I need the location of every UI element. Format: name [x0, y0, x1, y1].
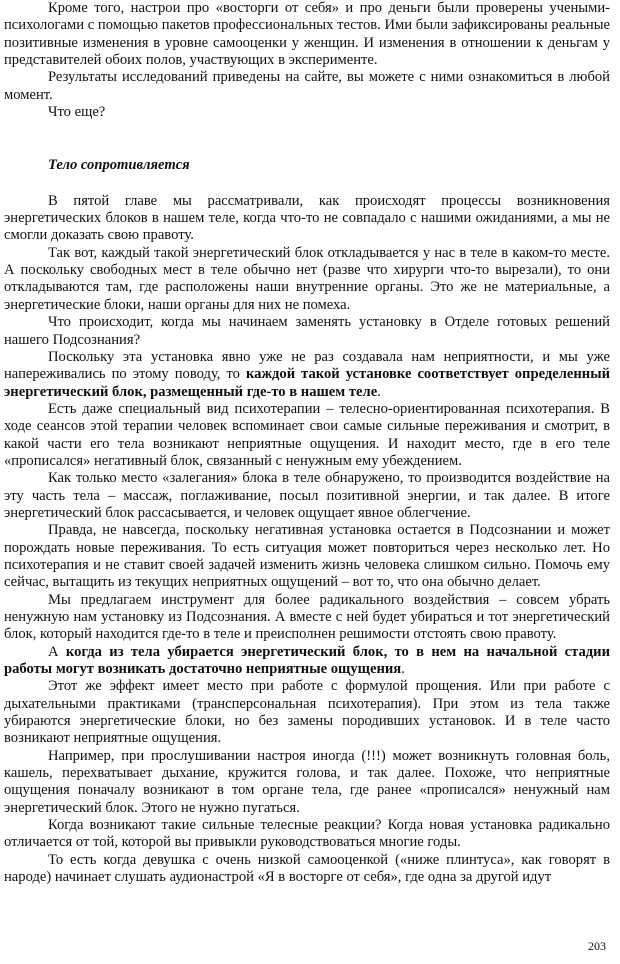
paragraph-with-emphasis: [4, 644, 610, 679]
paragraph: То есть когда девушка с очень низкой самооценкой («ниже плинтуса», как говорят в народе) начинает слушать аудионастрой «Я в восторге от себя», где одна за другой идут: [4, 851, 610, 886]
paragraph: В пятой главе мы рассматривали, как происходят процессы возникновения энергетических блоков в нашем теле, когда что-то не совпадало с нашими ожиданиями, а мы не смогли доказать свою правоту.: [4, 192, 610, 244]
text-run: .: [401, 661, 405, 678]
page-number: 203: [588, 939, 606, 953]
text-run: .: [377, 383, 381, 400]
paragraph-with-emphasis: [4, 349, 610, 401]
paragraph: Так вот, каждый такой энергетический блок откладывается у нас в теле в каком-то месте. А поскольку свободных мест в теле обычно нет (разве что хирурги что-то вырезали), то они откладываются там, где расположены наши внутренние органы. Это же не материальные, а энергетические блоки, наши органы для них не помеха.: [4, 244, 610, 313]
paragraph: Например, при прослушивании настроя иногда (!!!) может возникнуть головная боль, кашель, перехватывает дыхание, кружится голова, и так далее. Похоже, что неприятные ощущения поначалу возникают в том органе тела, где ранее «прописался» ненужный нам энергетический блок. Этого не нужно пугаться.: [4, 747, 610, 816]
section-heading: Тело сопротивляется: [48, 157, 190, 174]
paragraph: Правда, не навсегда, поскольку негативная установка остается в Подсознании и может порождать новые переживания. То есть ситуация может повториться через несколько лет. Но психотерапия и не ставит своей задачей изменить жизнь человека слишком сильно. Помочь ему сейчас, вытащить из текущих неприятных ощущений – вот то, что она обычно делает.: [4, 522, 610, 591]
paragraph: Кроме того, настрои про «восторги от себя» и про деньги были проверены учеными-психологами с помощью пакетов профессиональных тестов. Ими были зафиксированы реальные позитивные изменения в уровне самооценки у женщин. И изменения в отношении к деньгам у представителей обоих полов, участвующих в эксперименте.: [4, 0, 610, 69]
blank-space: [4, 121, 610, 157]
bold-text-run: когда из тела убирается энергетический блок, то в нем на начальной стадии работы могут возникать достаточно неприятные ощущения: [4, 643, 610, 678]
paragraph: Как только место «залегания» блока в теле обнаружено, то производится воздействие на эту часть тела – массаж, поглаживание, посыл позитивной энергии, и так далее. В итоге энергетический блок рассасывается, и человек ощущает явное облегчение.: [4, 470, 610, 521]
bold-text-run: каждой такой установке соответствует определенный энергетический блок, размещенный где-то в нашем теле: [4, 366, 610, 400]
paragraph: Этот же эффект имеет место при работе с формулой прощения. Или при работе с дыхательными практиками (трансперсональная психотерапия). При этом из тела также убираются энергетические блоки, но без замены породивших установок. И в теле часто возникают неприятные ощущения.: [4, 678, 610, 747]
paragraph: Когда возникают такие сильные телесные реакции? Когда новая установка радикально отличается от той, которой вы привыкли руководствоваться многие годы.: [4, 817, 610, 851]
paragraph: Результаты исследований приведены на сайте, вы можете с ними ознакомиться в любой момент.: [4, 69, 610, 103]
text-run: А: [48, 643, 66, 660]
paragraph: Что еще?: [48, 104, 106, 121]
text-run: Поскольку эта установка явно уже не раз создавала нам неприятности, и мы уже напереживались по этому поводу, то: [4, 348, 610, 383]
blank-space: [4, 175, 610, 193]
paragraph: Мы предлагаем инструмент для более радикального воздействия – совсем убрать ненужную нам установку из Подсознания. А вместе с ней будет убираться и тот энергетический блок, который находится где-то в теле и преисполнен решимости отстоять свою правоту.: [4, 591, 610, 643]
paragraph: Что происходит, когда мы начинаем заменять установку в Отделе готовых решений нашего Подсознания?: [4, 314, 610, 348]
paragraph: Есть даже специальный вид психотерапии – телесно-ориентированная психотерапия. В ходе сеансов этой терапии человек вспоминает свои самые сильные переживания и смотрит, в какой части его тела возникают неприятные ощущения. И находит место, где в его теле «прописался» негативный блок, связанный с ненужным ему убеждением.: [4, 400, 610, 469]
